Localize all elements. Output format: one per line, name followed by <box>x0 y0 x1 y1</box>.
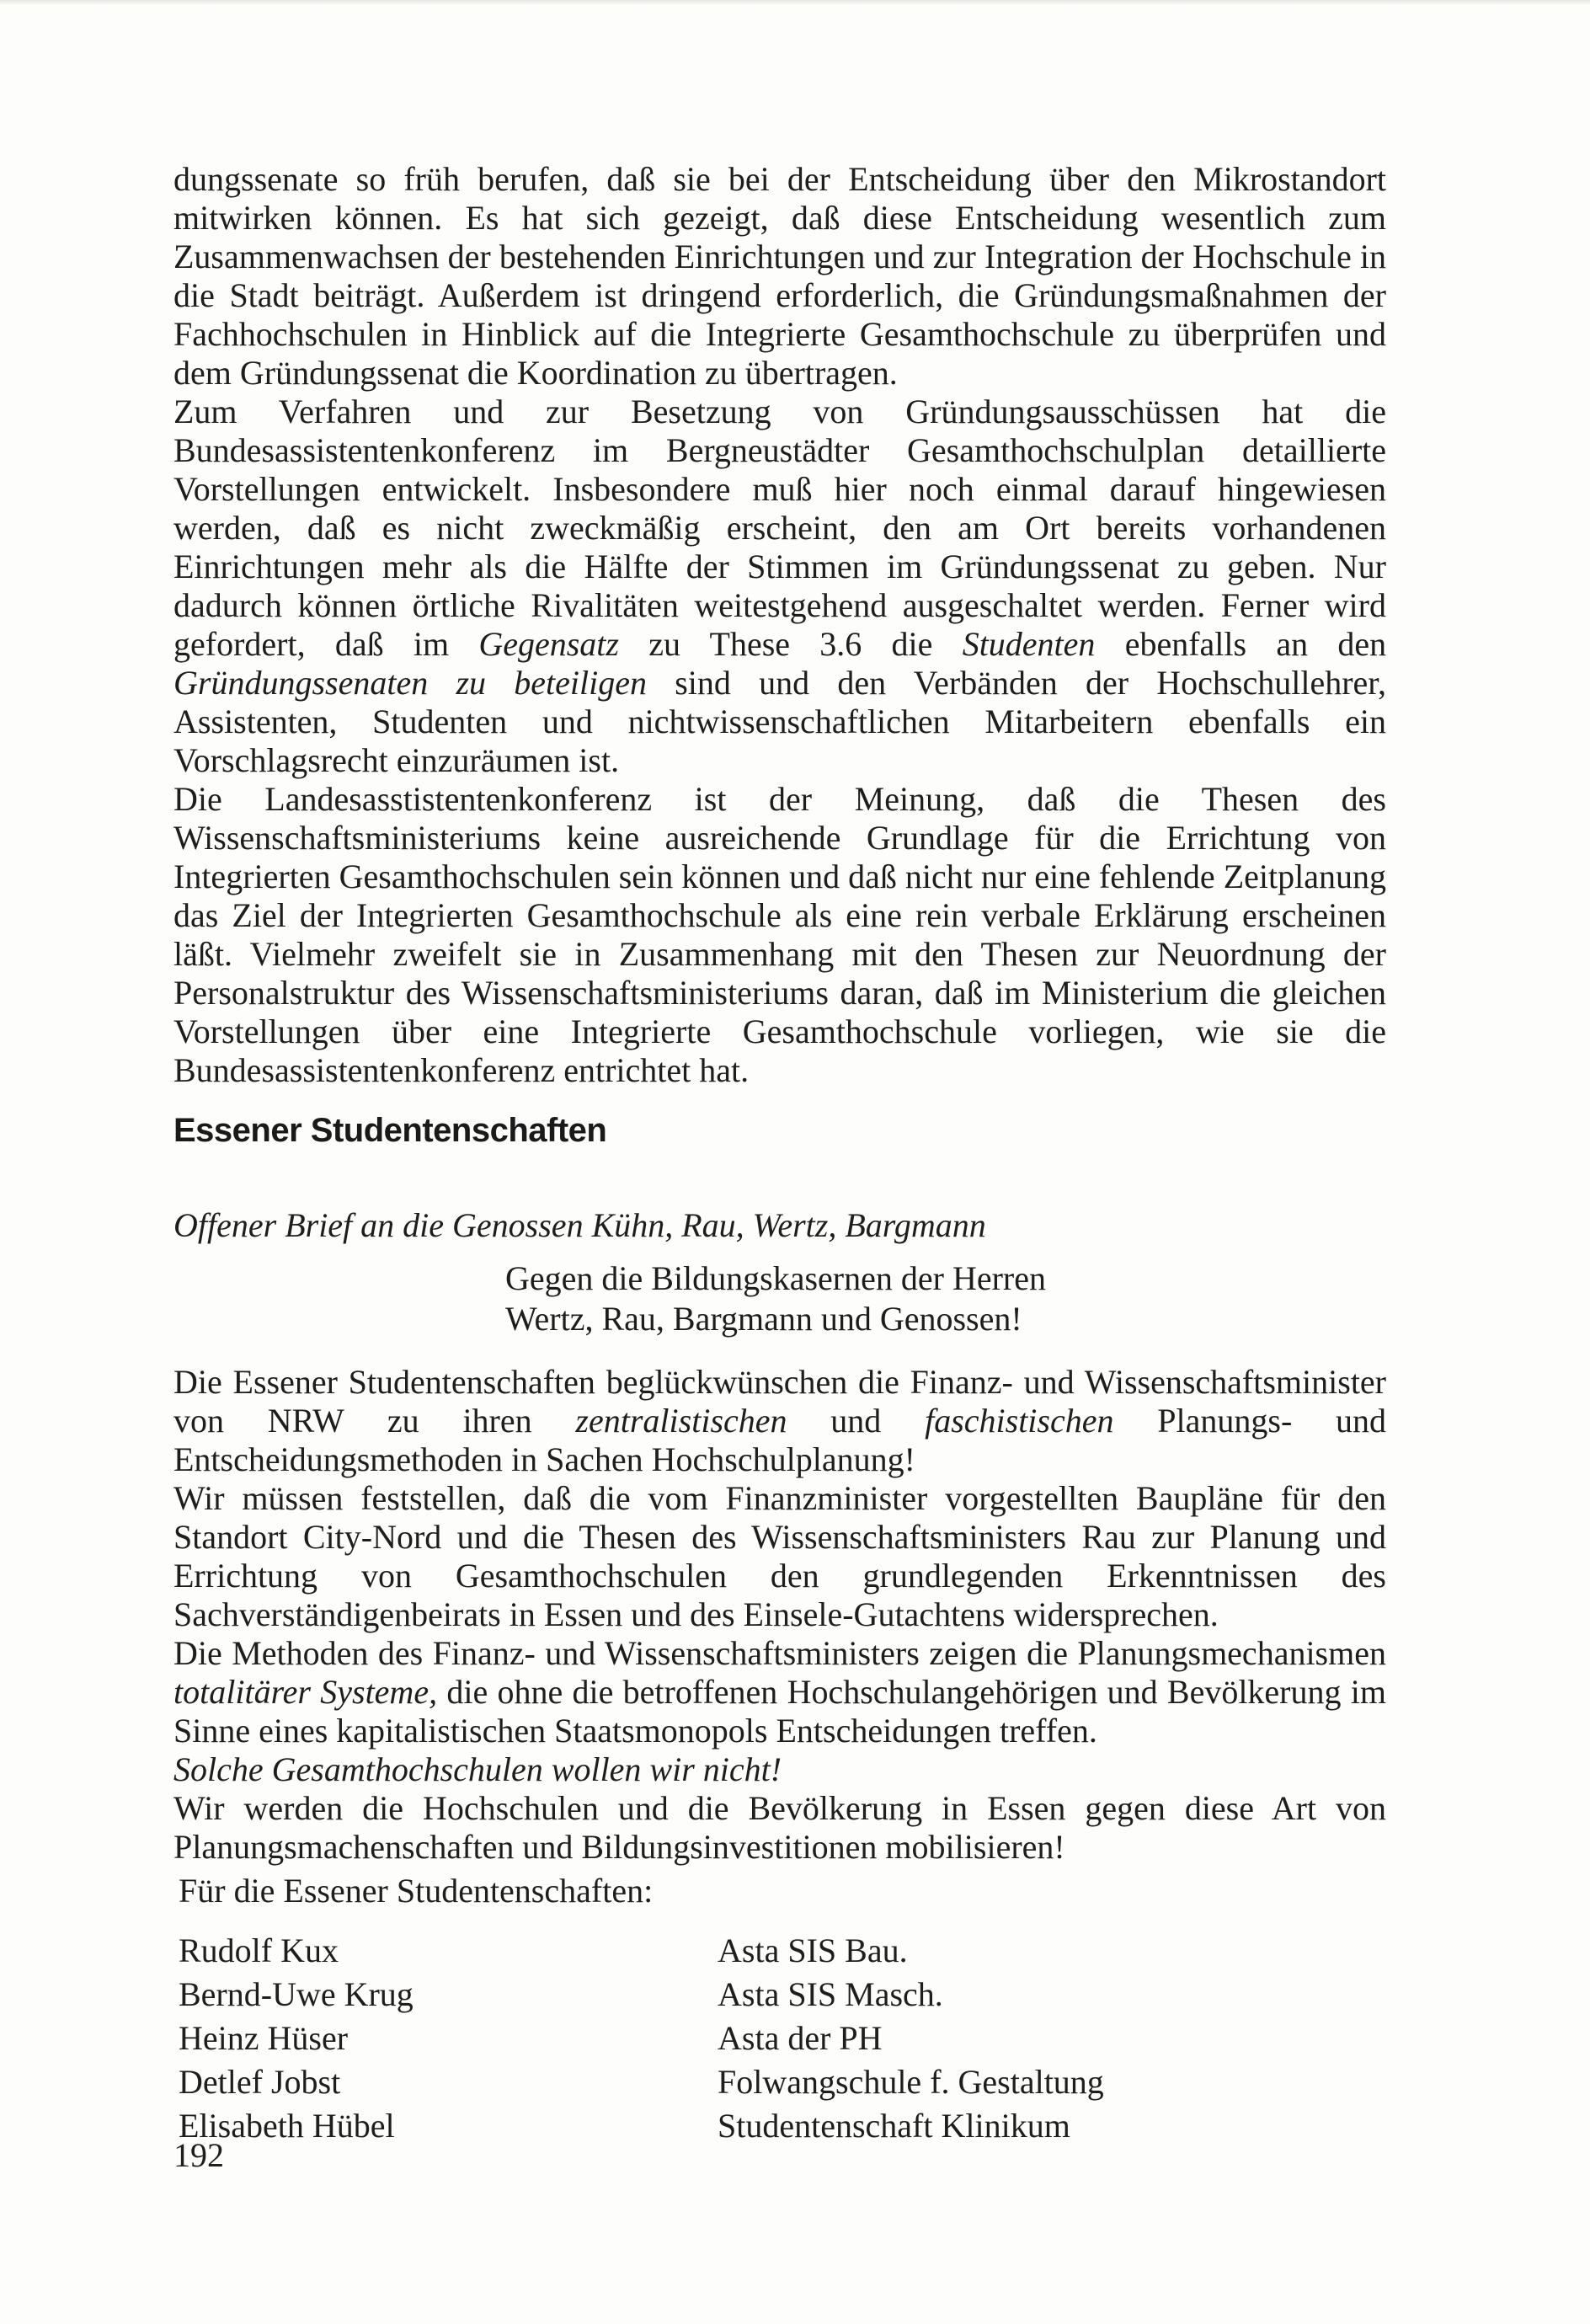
signatory-row <box>179 1974 1189 2018</box>
paragraph-gruendungssenate: dungssenate so früh berufen, daß sie bei der Entscheidung über den Mikrostandort mitwirken können. Es hat sich gezeigt, daß diese Entscheidung wesentlich zum Zusammenwachsen der bestehenden Einrichtungen und zur Integration der Hochschule in die Stadt beiträgt. Außerdem ist dringend erforderlich, die Gründungsmaßnahmen der Fachhochschulen in Hinblick auf die Integrierte Gesamthochschule zu überprüfen und dem Gründungssenat die Koordination zu übertragen. <box>173 160 1386 392</box>
page-number: 192 <box>173 2136 224 2174</box>
signatory-name: Bernd-Uwe Krug <box>179 1975 414 2013</box>
signatory-organization: Folwangschule f. Gestaltung <box>718 2063 1104 2101</box>
signatory-row <box>179 1931 1189 1974</box>
signatory-row <box>179 2062 1189 2106</box>
motto-line-2: Wertz, Rau, Bargmann und Genossen! <box>505 1300 1022 1338</box>
letter-paragraph-4: Solche Gesamthochschulen wollen wir nicht! <box>173 1750 782 1788</box>
signatory-organization: Asta SIS Masch. <box>718 1975 943 2013</box>
signatory-organization: Asta der PH <box>718 2019 883 2057</box>
signatory-name: Detlef Jobst <box>179 2063 341 2101</box>
signatory-organization: Studentenschaft Klinikum <box>718 2107 1070 2145</box>
paragraph-landesassistentenkonferenz: Die Landesasstistentenkonferenz ist der Meinung, daß die Thesen des Wissenschaftsministeriums keine ausreichende Grundlage für die Errichtung von Integrierten Gesamthochschulen sein können und daß nicht nur eine fehlende Zeitplanung das Ziel der Integrierten Gesamthochschule als eine rein verbale Erklärung erscheinen läßt. Vielmehr zweifelt sie in Zusammenhang mit den Thesen zur Neuordnung der Personalstruktur des Wissenschaftsministeriums daran, daß im Ministerium die gleichen Vorstellungen über eine Integrierte Gesamthochschule vorliegen, wie sie die Bundesassistentenkonferenz entrichtet hat. <box>173 780 1386 1089</box>
letter-paragraph-2: Wir müssen feststellen, daß die vom Finanzminister vorgestellten Baupläne für den Standort City-Nord und die Thesen des Wissenschaftsministers Rau zur Planung und Errichtung von Gesamthochschulen den grundlegenden Erkenntnissen des Sachverständigenbeirats in Essen und des Einsele-Gutachtens widersprechen. <box>173 1479 1386 1633</box>
signatory-row <box>179 2106 1189 2150</box>
signatory-name: Elisabeth Hübel <box>179 2107 395 2145</box>
letter-paragraph-1: Die Essener Studentenschaften beglückwünschen die Finanz- und Wissenschaftsminister von NRW zu ihren zentralistischen und faschistischen Planungs- und Entscheidungsmethoden in Sachen Hochschulplanung! <box>173 1363 1387 1478</box>
signatory-name: Rudolf Kux <box>179 1931 339 1969</box>
letter-paragraph-3: Die Methoden des Finanz- und Wissenschaftsministers zeigen die Planungsmechanismen totalitärer Systeme, die ohne die betroffenen Hochschulangehörigen und Bevölkerung im Sinne eines kapitalistischen Staatsmonopols Entscheidungen treffen. <box>173 1634 1387 1750</box>
signatory-name: Heinz Hüser <box>179 2019 349 2057</box>
open-letter-body <box>173 1363 1386 1867</box>
letter-signoff: Für die Essener Studentenschaften: <box>179 1872 654 1910</box>
letter-paragraph-5: Wir werden die Hochschulen und die Bevölkerung in Essen gegen diese Art von Planungsmachenschaften und Bildungsinvestitionen mobilisieren! <box>173 1789 1386 1866</box>
letter-motto <box>505 1258 1046 1339</box>
letter-title: Offener Brief an die Genossen Kühn, Rau, Wertz, Bargmann <box>173 1206 986 1244</box>
signatory-list <box>179 1931 1189 2150</box>
motto-line-1: Gegen die Bildungskasernen der Herren <box>505 1259 1046 1297</box>
page-edge-shadow <box>0 0 1590 5</box>
assistentenkonferenz-text <box>173 160 1386 1090</box>
section-heading: Essener Studentenschaften <box>173 1112 607 1149</box>
paragraph-gruendungsausschuesse: Zum Verfahren und zur Besetzung von Gründungsausschüssen hat die Bundesassistentenkonferenz im Bergneustädter Gesamthochschulplan detaillierte Vorstellungen entwickelt. Insbesondere muß hier noch einmal darauf hingewiesen werden, daß es nicht zweckmäßig erscheint, den am Ort bereits vorhandenen Einrichtungen mehr als die Hälfte der Stimmen im Gründungssenat zu geben. Nur dadurch können örtliche Rivalitäten weitestgehend ausgeschaltet werden. Ferner wird gefordert, daß im Gegensatz zu These 3.6 die Studenten ebenfalls an den Gründungssenaten zu beteiligen sind und den Verbänden der Hochschullehrer, Assistenten, Studenten und nichtwissenschaftlichen Mitarbeitern ebenfalls ein Vorschlagsrecht einzuräumen ist. <box>173 393 1387 779</box>
signatory-organization: Asta SIS Bau. <box>718 1931 908 1969</box>
signatory-row <box>179 2018 1189 2062</box>
